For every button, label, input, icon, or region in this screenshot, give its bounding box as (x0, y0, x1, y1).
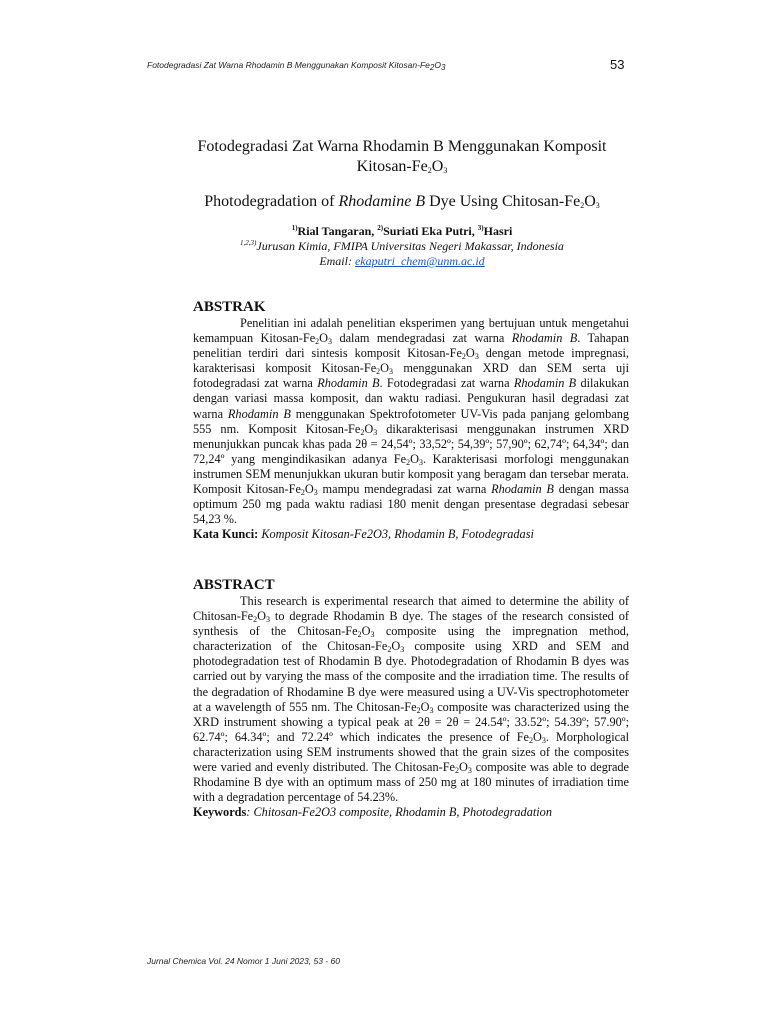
body-text: O (459, 760, 468, 775)
subscript: 3 (474, 352, 479, 362)
email-link[interactable]: ekaputri_chem@unm.ac.id (354, 254, 485, 268)
body-text: This research is experimental research that aimed to determine the ability of Chitosan-Fe (193, 594, 629, 624)
abstrak-body (193, 316, 629, 527)
subscript: 2 (455, 766, 460, 776)
subscript: 3 (313, 488, 318, 498)
italic-term: Rhodamin B (513, 376, 577, 391)
subscript: 2 (376, 367, 381, 377)
subscript: 2 (461, 352, 466, 362)
body-text: O (533, 729, 542, 744)
italic-term: Rhodamin B (491, 482, 554, 497)
subscript: 3 (429, 705, 434, 715)
abstract-heading: ABSTRACT (193, 577, 275, 593)
italic-term: Rhodamin B (317, 376, 380, 391)
body-text: O (391, 639, 401, 654)
keywords-label: Kata Kunci: (193, 527, 259, 542)
author-marker: 3) (477, 224, 484, 232)
subscript: 2 (315, 337, 320, 347)
subscript: 2 (253, 615, 258, 625)
body-text: O (304, 482, 314, 497)
body-text: O (465, 346, 475, 361)
body-text: to degrade Rhodamin B dye. The stages of the research consisted of synthesis of the Chitosan-Fe (193, 609, 629, 639)
subscript: 2 (357, 630, 362, 640)
subscript: 2 (360, 427, 365, 437)
subscript: 3 (467, 766, 472, 776)
body-text: dengan metode impregnasi, karakterisasi komposit Kitosan-Fe (193, 346, 630, 376)
subscript: 2 (529, 735, 533, 745)
running-header-text: O (434, 60, 441, 70)
affiliation-marker: 1,2,3) (240, 239, 257, 247)
author-marker: 2) (377, 224, 384, 232)
body-text: . Morphological characterization using SEM instruments showed that the grain sizes of the composites were varied and evenly distributed. The Chitosan-Fe (193, 729, 630, 775)
author-marker: 1) (291, 224, 298, 232)
keywords-list: : Chitosan-Fe2O3 composite, Rhodamin B, Photodegradation (246, 805, 552, 820)
affiliation-text: Jurusan Kimia, FMIPA Universitas Negeri Makassar, Indonesia (256, 239, 564, 253)
abstract-body (193, 594, 629, 805)
running-header-text: Fotodegradasi Zat Warna Rhodamin B Menggunakan Komposit Kitosan-Fe (147, 60, 430, 70)
subscript: 3 (389, 367, 394, 377)
subscript: 3 (266, 615, 271, 625)
title-indonesian (160, 137, 644, 177)
title-line: Kitosan-Fe (356, 158, 428, 175)
title-text: O (584, 193, 596, 210)
body-text: O (380, 361, 390, 376)
subscript: 2 (406, 457, 411, 467)
body-text: O (420, 699, 430, 714)
title-italic: Rhodamine B (338, 193, 426, 210)
subscript: 3 (400, 645, 405, 655)
body-text: dilakukan dengan variasi massa komposit, dan waktu radiasi. Pengukuran hasil degradasi zat warna (193, 376, 629, 421)
subscript: 3 (418, 457, 423, 467)
subscript: 3 (595, 201, 600, 210)
body-text: Penelitian ini adalah penelitian eksperimen yang bertujuan untuk mengetahui kemampuan Kitosan-Fe (193, 316, 629, 346)
keywords-list: Komposit Kitosan-Fe2O3, Rhodamin B, Fotodegradasi (258, 527, 534, 542)
author-list (160, 223, 644, 239)
body-text: dikarakterisasi menggunakan instrumen XRD menunjukkan puncak khas pada 2θ = 24,54º; 33,52º; 54,39º; 57,90º; 62,74º; 64,34º; dan 72,24º yang mengindikasikan adanya Fe (193, 421, 629, 466)
abstrak-section (193, 298, 629, 542)
body-text: O (364, 421, 374, 436)
title-line: Fotodegradasi Zat Warna Rhodamin B Menggunakan Komposit (197, 138, 607, 155)
body-text: composite using XRD and SEM and photodegradation test of Rhodamin B dye. Photodegradation of Rhodamin B dyes was carried out by varying the mass of the composite and the irradiation time. The results of the degradation of Rhodamine B dye were measured using a UV-Vis spectrophotometer at a wavelength of 555 nm. The Chitosan-Fe (193, 639, 629, 714)
title-text: Dye Using Chitosan-Fe (425, 193, 581, 210)
abstract-section (193, 576, 629, 820)
page-number: 53 (610, 57, 625, 72)
title-text: Photodegradation of (204, 193, 339, 210)
subscript: 2 (300, 488, 305, 498)
body-text: composite was characterized using the XRD instrument showing a typical peak at 2θ = 2θ = 24.54º; 33.52º; 54.39º; 57.90º; 62.74º; 64.34º; and 72.24º which indicates the presence of Fe (193, 699, 629, 744)
subscript: 2 (427, 166, 432, 175)
abstrak-keywords (193, 527, 629, 542)
affiliation (160, 238, 644, 254)
subscript: 2 (429, 63, 435, 72)
abstrak-heading: ABSTRAK (193, 299, 266, 315)
body-text: menggunakan XRD dan SEM serta uji fotodegradasi zat warna (193, 361, 629, 391)
author-name: Hasri (483, 224, 513, 238)
body-text: . Karakterisasi morfologi menggunakan instrumen SEM menunjukkan ukuran butir komposit yang beragam dan tersebar merata. Komposit Kitosan-Fe (193, 451, 629, 497)
subscript: 3 (541, 735, 546, 745)
title-english (160, 192, 644, 212)
body-text: menggunakan Spektrofotometer UV-Vis pada panjang gelombang 555 nm. Komposit Kitosan-Fe (193, 406, 629, 436)
keywords-label: Keywords (193, 805, 247, 820)
body-text: . Tahapan penelitian terdiri dari sintesis komposit Kitosan-Fe (193, 331, 629, 361)
body-text: dengan massa optimum 250 mg pada waktu radiasi 180 menit dengan presentase degradasi sebesar 54,23 %. (193, 482, 630, 527)
subscript: 2 (387, 645, 392, 655)
subscript: 2 (416, 705, 421, 715)
email-line (160, 253, 644, 269)
journal-footer: Jurnal Chemica Vol. 24 Nomor 1 Juni 2023, 53 - 60 (147, 956, 340, 966)
email-label: Email: (319, 254, 355, 268)
italic-term: Rhodamin B (227, 406, 291, 421)
subscript: 3 (328, 337, 333, 347)
body-text: composite was able to degrade Rhodamine B dye with an optimum mass of 250 mg at 180 minutes of irradiation time with a degradation percentage of 54.23%. (193, 760, 630, 805)
italic-term: Rhodamin B (511, 331, 578, 346)
body-text: composite using the impregnation method, characterization of the Chitosan-Fe (193, 624, 629, 654)
subscript: 2 (580, 201, 585, 210)
subscript: 3 (443, 166, 448, 175)
title-line: O (431, 158, 444, 175)
author-name: Rial Tangaran, (297, 224, 378, 238)
author-name: Suriati Eka Putri, (383, 224, 478, 238)
body-text: O (410, 451, 419, 466)
body-text: mampu mendegradasi zat warna (317, 482, 492, 497)
abstract-keywords (193, 805, 629, 820)
subscript: 3 (440, 63, 446, 72)
body-text: O (257, 609, 267, 624)
running-header (147, 60, 445, 70)
body-text: dalam mendegradasi zat warna (332, 331, 512, 346)
body-text: O (361, 624, 371, 639)
subscript: 3 (373, 427, 378, 437)
body-text: O (319, 331, 329, 346)
subscript: 3 (370, 630, 375, 640)
body-text: . Fotodegradasi zat warna (379, 376, 514, 391)
